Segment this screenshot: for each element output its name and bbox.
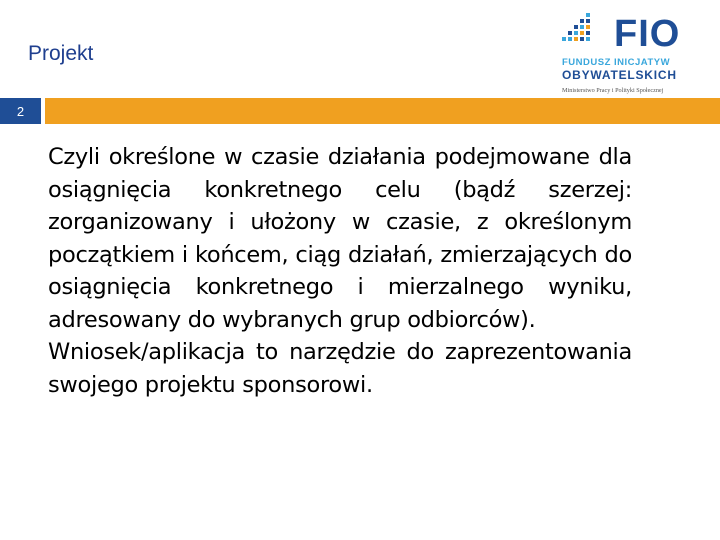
logo-line1: FUNDUSZ INICJATYW	[562, 57, 671, 68]
header-accent-bar	[45, 98, 720, 124]
fio-logo	[554, 6, 704, 98]
logo-line2: OBYWATELSKICH	[562, 68, 677, 82]
slide-number: 2	[16, 103, 25, 119]
dot-grid-icon	[562, 13, 590, 41]
body-paragraph-1: Czyli określone w czasie działania podejmowane dla osiągnięcia konkretnego celu (bądź szerzej: zorganizowany i ułożony w czasie, z określonym początkiem i końcem, ciąg działań, zmierzających do osiągnięcia konkretnego i mierzalnego wyniku, adresowany do wybranych grup odbiorców).	[48, 144, 632, 333]
fio-logo-graphic	[554, 6, 704, 98]
slide-body	[48, 141, 632, 401]
body-paragraph-2: Wniosek/aplikacja to narzędzie do zaprezentowania swojego projektu sponsorowi.	[48, 339, 632, 398]
slide-title: Projekt	[28, 42, 94, 65]
slide-number-badge	[0, 98, 41, 124]
logo-line3: Ministerstwo Pracy i Polityki Społecznej	[562, 87, 664, 94]
logo-mark: FIO	[614, 13, 681, 55]
